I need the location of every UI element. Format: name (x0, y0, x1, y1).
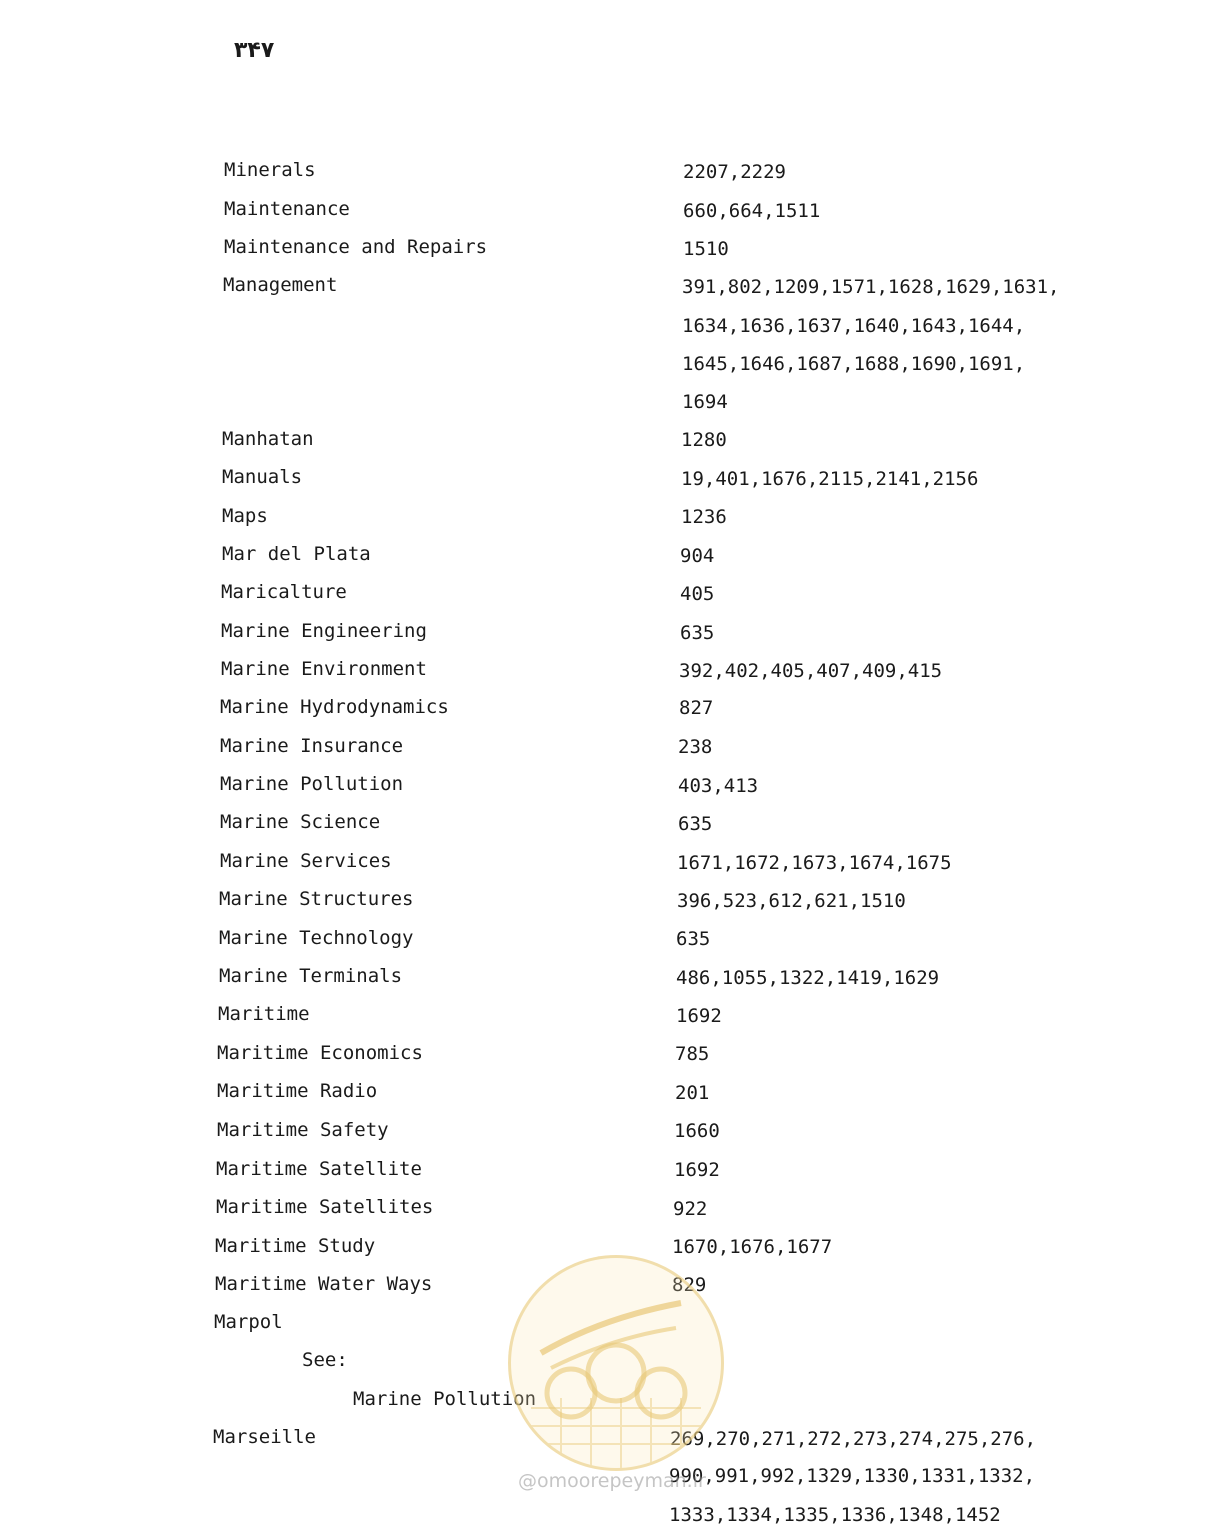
index-pages: 392,402,405,407,409,415 (679, 660, 943, 682)
index-term: Manuals (222, 466, 303, 488)
index-term: Maricalture (221, 581, 347, 603)
index-term: Marseille (213, 1426, 316, 1448)
index-term: Marine Terminals (219, 965, 403, 987)
index-pages: 1660 (674, 1120, 720, 1142)
index-term: Marine Engineering (221, 620, 427, 642)
index-pages: 269,270,271,272,273,274,275,276, (670, 1428, 1037, 1450)
index-pages: 238 (678, 736, 713, 758)
page-number: ۳۴۷ (234, 38, 275, 63)
index-pages: 403,413 (678, 775, 759, 797)
index-pages: 1694 (682, 391, 728, 413)
index-term: Maps (222, 505, 268, 527)
index-term: Maritime Safety (217, 1119, 389, 1141)
see-label: See: (302, 1349, 348, 1371)
index-pages: 922 (673, 1198, 708, 1220)
index-pages: 635 (676, 928, 711, 950)
index-term: Maritime Satellites (216, 1196, 434, 1218)
index-term: Manhatan (222, 428, 314, 450)
index-pages: 2207,2229 (683, 161, 786, 183)
index-pages: 635 (678, 813, 713, 835)
index-term: Marine Services (220, 850, 392, 872)
see-target: Marine Pollution (353, 1388, 537, 1410)
index-term: Maritime (218, 1003, 310, 1025)
index-pages: 785 (675, 1043, 710, 1065)
index-term: Maritime Satellite (216, 1158, 422, 1180)
index-pages: 990,991,992,1329,1330,1331,1332, (669, 1465, 1036, 1487)
index-term: Marine Science (220, 811, 381, 833)
index-term: Maritime Radio (217, 1080, 378, 1102)
index-pages: 635 (680, 622, 715, 644)
index-term: Maritime Economics (217, 1042, 423, 1064)
index-pages: 1236 (681, 506, 727, 528)
index-pages: 201 (675, 1082, 710, 1104)
index-pages: 829 (672, 1274, 707, 1296)
index-term: Maritime Study (215, 1235, 376, 1257)
index-pages: 827 (679, 697, 714, 719)
index-pages: 1333,1334,1335,1336,1348,1452 (669, 1504, 1001, 1526)
index-pages: 396,523,612,621,1510 (677, 890, 906, 912)
index-pages: 486,1055,1322,1419,1629 (676, 967, 940, 989)
watermark-seal (508, 1255, 724, 1471)
watermark-text: @omoorepeyman.ir (518, 1470, 706, 1492)
index-term: Minerals (224, 159, 316, 181)
index-pages: 660,664,1511 (683, 200, 821, 222)
index-pages: 904 (680, 545, 715, 567)
index-pages: 391,802,1209,1571,1628,1629,1631, (682, 276, 1060, 298)
index-term: Marine Structures (219, 888, 414, 910)
index-term: Maintenance (224, 198, 350, 220)
index-term: Management (223, 274, 338, 296)
index-term: Marine Hydrodynamics (220, 696, 449, 718)
index-term: Marine Environment (221, 658, 427, 680)
index-term: Maintenance and Repairs (224, 236, 488, 258)
index-pages: 1280 (681, 429, 727, 451)
index-term: Marine Insurance (220, 735, 404, 757)
index-pages: 405 (680, 583, 715, 605)
index-pages: 1645,1646,1687,1688,1690,1691, (682, 353, 1026, 375)
index-term: Mar del Plata (222, 543, 371, 565)
index-pages: 1692 (676, 1005, 722, 1027)
index-pages: 19,401,1676,2115,2141,2156 (681, 468, 979, 490)
index-term: Marine Technology (219, 927, 414, 949)
index-pages: 1510 (683, 238, 729, 260)
index-term: Marpol (214, 1311, 283, 1333)
index-pages: 1634,1636,1637,1640,1643,1644, (682, 315, 1026, 337)
index-pages: 1671,1672,1673,1674,1675 (677, 852, 952, 874)
index-term: Marine Pollution (220, 773, 404, 795)
index-pages: 1692 (674, 1159, 720, 1181)
index-term: Maritime Water Ways (215, 1273, 433, 1295)
index-pages: 1670,1676,1677 (672, 1236, 833, 1258)
